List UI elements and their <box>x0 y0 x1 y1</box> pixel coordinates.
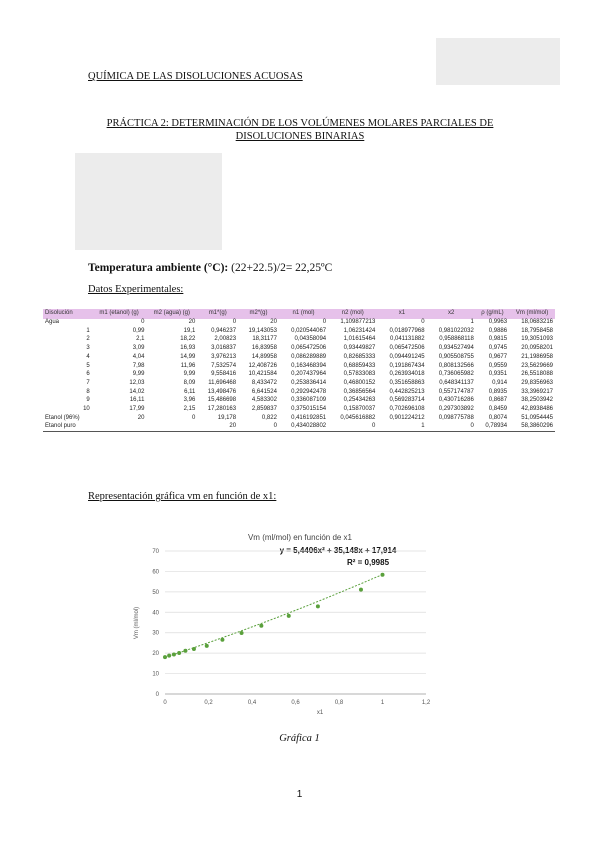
table-cell: 38,2503942 <box>521 397 553 404</box>
table-row <box>43 353 555 362</box>
table-cell: 0,9886 <box>488 327 508 334</box>
data-point <box>381 573 385 577</box>
data-point <box>287 614 291 618</box>
table-cell: 0 <box>328 423 377 432</box>
y-tick-label: 0 <box>155 692 159 698</box>
table-cell: 0,297303892 <box>438 406 474 413</box>
data-point <box>192 647 196 651</box>
table-cell: 0,336087109 <box>291 397 327 404</box>
table-cell: 11,696468 <box>197 379 238 388</box>
table-cell: 0 <box>238 423 279 432</box>
table-cell: 0,914 <box>476 379 509 388</box>
table-cell: 51,0954445 <box>509 414 555 423</box>
table-cell: 0,93449827 <box>343 345 376 352</box>
table-cell: 0,065472506 <box>291 345 327 352</box>
table-row <box>43 406 555 415</box>
table-cell: 18,7958458 <box>521 327 553 334</box>
chart-ylabel: Vm (ml/mol) <box>134 606 140 640</box>
table-cell: 0 <box>421 319 425 325</box>
table-cell: 7,98 <box>132 362 145 369</box>
table-cell: 19,143053 <box>248 327 277 334</box>
table-cell <box>146 423 197 432</box>
temperature-label: Temperatura ambiente (°C): <box>88 262 229 274</box>
table-cell: 4 <box>86 353 90 360</box>
table-cell: 0,736065982 <box>438 371 474 378</box>
table-cell: 0,934527494 <box>438 345 474 352</box>
table-cell: 7,532574 <box>211 362 237 369</box>
table-cell: 8,09 <box>146 379 197 388</box>
table-cell: Agua <box>45 319 60 325</box>
table-cell: 8 <box>86 388 90 395</box>
section-data-heading: Datos Experimentales: <box>88 284 184 295</box>
table-cell: 0,086289889 <box>291 353 327 360</box>
chart-r2: R² = 0,9985 <box>346 558 390 567</box>
table-cell: 7 <box>43 379 92 388</box>
table-cell: 10 <box>83 406 90 413</box>
data-point <box>359 588 363 592</box>
table-header: ρ (g/mL) <box>476 309 509 319</box>
y-tick-label: 30 <box>152 630 159 637</box>
table-cell: 3,976213 <box>211 353 237 360</box>
table-header: n1 (mol) <box>279 309 328 319</box>
x-tick-label: 0 <box>163 700 167 706</box>
table-cell: Etanol puro <box>43 423 92 432</box>
table-row <box>43 336 555 345</box>
table-cell: 0,702696108 <box>389 406 425 413</box>
table-cell: 6,641524 <box>251 388 277 395</box>
y-tick-label: 40 <box>152 610 159 617</box>
table-cell: 10,421584 <box>248 371 277 378</box>
table-cell: 0,163468394 <box>291 362 327 369</box>
x-tick-label: 1,2 <box>421 700 431 706</box>
chart-xlabel: x1 <box>316 710 324 716</box>
table-cell: 15,486698 <box>207 397 237 404</box>
table-cell: 2,1 <box>136 336 145 343</box>
table-header: m2*(g) <box>238 309 279 319</box>
table-cell: 0,065472506 <box>389 345 425 352</box>
table-cell: 3,09 <box>132 345 145 352</box>
table-cell: 14,89958 <box>251 353 277 360</box>
table-cell: 1,01615464 <box>343 336 376 343</box>
table-header: n2 (mol) <box>328 309 377 319</box>
table-cell: 26,5518088 <box>521 371 553 378</box>
table-cell: 1 <box>86 327 90 334</box>
table-cell: 9,558416 <box>211 371 237 378</box>
table-cell <box>92 423 147 432</box>
table-cell: 14,99 <box>180 353 196 360</box>
table-cell: 0,648341137 <box>427 379 476 388</box>
table-header: x1 <box>377 309 426 319</box>
table-cell: 17,280163 <box>207 406 237 413</box>
section-graph-heading: Representación gráfica vm en función de x1: <box>88 491 277 502</box>
table-cell: 0,207437964 <box>291 371 327 378</box>
table-cell: 0,36856564 <box>343 388 376 395</box>
practice-title <box>60 117 540 143</box>
table-cell: 8,433472 <box>238 379 279 388</box>
table-cell: 2,859837 <box>251 406 277 413</box>
table-cell: 9,99 <box>132 371 145 378</box>
x-tick-label: 0,8 <box>334 700 344 706</box>
practice-title-line1: PRÁCTICA 2: DETERMINACIÓN DE LOS VOLÚMENES MOLARES PARCIALES DE <box>106 118 494 129</box>
table-cell: 0 <box>427 423 476 432</box>
chart-title: Vm (ml/mol) en función de x1 <box>247 533 353 542</box>
temperature-value: (22+22.5)/2= 22,25ºC <box>231 262 333 274</box>
data-point <box>220 638 224 642</box>
table-cell: 13,498476 <box>207 388 237 395</box>
table-header: x2 <box>427 309 476 319</box>
table-cell: 19,178 <box>197 414 238 423</box>
table-cell: 0,253836414 <box>279 379 328 388</box>
chart-equation: y = 5,4406x² + 35,148x + 17,914 <box>279 546 397 555</box>
table-cell: 0,46800152 <box>328 379 377 388</box>
vm-chart <box>128 527 448 717</box>
table-cell: 0,78934 <box>476 423 509 432</box>
table-cell: 14,02 <box>129 388 145 395</box>
table-cell: 0,442825213 <box>389 388 425 395</box>
y-tick-label: 70 <box>152 549 159 555</box>
table-cell: 0,8687 <box>488 397 508 404</box>
table-cell: 11,96 <box>180 362 196 369</box>
table-header: m2 (agua) (g) <box>146 309 197 319</box>
table-row <box>43 319 555 328</box>
table-cell: 0,8935 <box>488 388 508 395</box>
table-row <box>43 379 555 388</box>
table-cell: 20 <box>188 319 196 325</box>
table-cell: 9,99 <box>183 371 196 378</box>
table-cell: 0,020544067 <box>291 327 327 334</box>
table-row <box>43 397 555 406</box>
table-cell: 0,351658863 <box>377 379 426 388</box>
table-cell: 42,8938486 <box>521 406 553 413</box>
table-cell: 0,9559 <box>488 362 508 369</box>
figure-caption: Gráfica 1 <box>279 733 320 744</box>
table-cell: 12,408726 <box>248 362 277 369</box>
table-cell: 0,981022032 <box>438 327 474 334</box>
table-cell: 20 <box>270 319 277 325</box>
table-cell: 4,583302 <box>251 397 277 404</box>
table-cell: 0,901224212 <box>377 414 426 423</box>
table-cell: 2,00823 <box>214 336 237 343</box>
course-title: QUÍMICA DE LAS DISOLUCIONES ACUOSAS <box>88 71 303 82</box>
data-point <box>177 651 181 655</box>
table-cell: 5 <box>86 362 90 369</box>
table-cell: 20 <box>197 423 238 432</box>
trendline <box>165 575 383 658</box>
table-cell: 19,3051093 <box>521 336 553 343</box>
table-cell: 18,31177 <box>252 336 277 343</box>
table-cell: 17,99 <box>129 406 145 413</box>
table-cell: 0 <box>322 319 327 325</box>
data-point <box>172 653 176 657</box>
data-point <box>163 655 167 659</box>
table-row <box>43 423 555 432</box>
data-point <box>167 654 171 658</box>
table-cell: 0,375015154 <box>291 406 327 413</box>
x-tick-label: 0,4 <box>247 700 257 706</box>
table-row <box>43 371 555 380</box>
table-header: m1*(g) <box>197 309 238 319</box>
table-cell: 0,57833083 <box>343 371 376 378</box>
table-cell: 21,1986958 <box>521 353 553 360</box>
temperature-line <box>88 262 332 274</box>
table-cell: 0,99 <box>132 327 145 334</box>
x-tick-label: 0,2 <box>204 700 213 706</box>
table-cell: 0,905508755 <box>438 353 474 360</box>
table-cell: 0,9963 <box>488 319 508 325</box>
table-row <box>43 327 555 336</box>
table-cell: 0,098775788 <box>427 414 476 423</box>
image-placeholder <box>75 153 222 250</box>
table-cell: 0,430716286 <box>438 397 474 404</box>
table-cell: 58,3860296 <box>509 423 555 432</box>
table-cell: 0 <box>141 319 145 325</box>
table-cell: 0,25434263 <box>343 397 376 404</box>
table-cell: 0,416192851 <box>279 414 328 423</box>
table-cell: 3,96 <box>183 397 196 404</box>
table-cell: 0,68859433 <box>343 362 376 369</box>
x-tick-label: 0,6 <box>291 700 300 706</box>
table-cell: 0,946237 <box>211 327 237 334</box>
table-cell: 2 <box>86 336 90 343</box>
table-cell: 16,11 <box>129 397 145 404</box>
table-cell: 0,8074 <box>476 414 509 423</box>
table-cell: 0,9677 <box>488 353 508 360</box>
table-row <box>43 362 555 371</box>
y-tick-label: 20 <box>152 651 159 658</box>
table-cell: 1 <box>470 319 474 325</box>
data-point <box>205 644 209 648</box>
y-tick-label: 50 <box>152 589 159 596</box>
table-header: m1 (etanol) (g) <box>92 309 147 319</box>
table-cell: 6,11 <box>184 388 196 395</box>
table-header: Disolución <box>43 309 92 319</box>
table-cell: 0,15870037 <box>343 406 376 413</box>
data-point <box>316 604 320 608</box>
table-cell: 0,808132566 <box>438 362 474 369</box>
table-cell: 0,018977968 <box>389 327 425 334</box>
y-tick-label: 10 <box>152 671 159 678</box>
table-cell: 20,0958201 <box>521 345 553 352</box>
table-row <box>43 388 555 397</box>
page-number: 1 <box>296 789 303 800</box>
table-cell: 0,041131882 <box>389 336 425 343</box>
data-point <box>240 631 244 635</box>
header-logo-placeholder <box>436 38 560 85</box>
data-point <box>259 624 263 628</box>
table-cell: 0,263934018 <box>389 371 425 378</box>
table-cell: 0,9745 <box>488 345 508 352</box>
table-cell: 1,109877213 <box>340 319 376 325</box>
table-cell: 16,93 <box>180 345 196 352</box>
table-cell: 20 <box>92 414 147 423</box>
practice-title-line2: DISOLUCIONES BINARIAS <box>235 131 365 142</box>
table-cell: 0 <box>146 414 197 423</box>
table-cell: 33,3969217 <box>521 388 553 395</box>
table-cell: 0,9815 <box>488 336 508 343</box>
table-cell: 1 <box>377 423 426 432</box>
table-cell: 18,22 <box>180 336 196 343</box>
table-cell: 0,557174787 <box>438 388 474 395</box>
table-cell: 0,9351 <box>488 371 508 378</box>
y-tick-label: 60 <box>152 569 159 576</box>
data-point <box>183 649 187 653</box>
table-cell: 0,434028802 <box>279 423 328 432</box>
table-header: Vm (ml/mol) <box>509 309 555 319</box>
table-header-row <box>43 309 555 319</box>
table-cell: 9 <box>86 397 90 404</box>
table-cell: 29,8356963 <box>509 379 555 388</box>
table-cell: 0,958868118 <box>439 336 474 343</box>
table-cell: 16,83958 <box>251 345 277 352</box>
table-cell: 12,03 <box>92 379 147 388</box>
table-row <box>43 345 555 354</box>
table-cell: 0,191867434 <box>389 362 425 369</box>
table-cell: 4,04 <box>132 353 145 360</box>
table-cell: 0,822 <box>238 414 279 423</box>
x-tick-label: 1 <box>380 700 385 706</box>
table-cell: 0,82685333 <box>343 353 376 360</box>
table-cell: 3,016837 <box>211 345 237 352</box>
table-cell: 1,06231424 <box>343 327 376 334</box>
experimental-data-table <box>43 309 555 432</box>
table-cell: 6 <box>86 371 90 378</box>
table-cell: 23,5629669 <box>521 362 553 369</box>
table-cell: 0,8459 <box>488 406 508 413</box>
table-cell: 0,045616882 <box>328 414 377 423</box>
table-cell: 0,292942478 <box>291 388 327 395</box>
table-cell: 18,0683216 <box>521 319 553 325</box>
table-cell: 0,094491245 <box>389 353 425 360</box>
table-cell: 0 <box>232 319 237 325</box>
table-row <box>43 414 555 423</box>
table-cell: 0,569283714 <box>389 397 425 404</box>
table-cell: 2,15 <box>183 406 196 413</box>
table-cell: 19,1 <box>183 327 196 334</box>
table-cell: Etanol (96%) <box>43 414 92 423</box>
table-cell: 3 <box>86 345 90 352</box>
table-cell: 0,04358094 <box>294 336 327 343</box>
